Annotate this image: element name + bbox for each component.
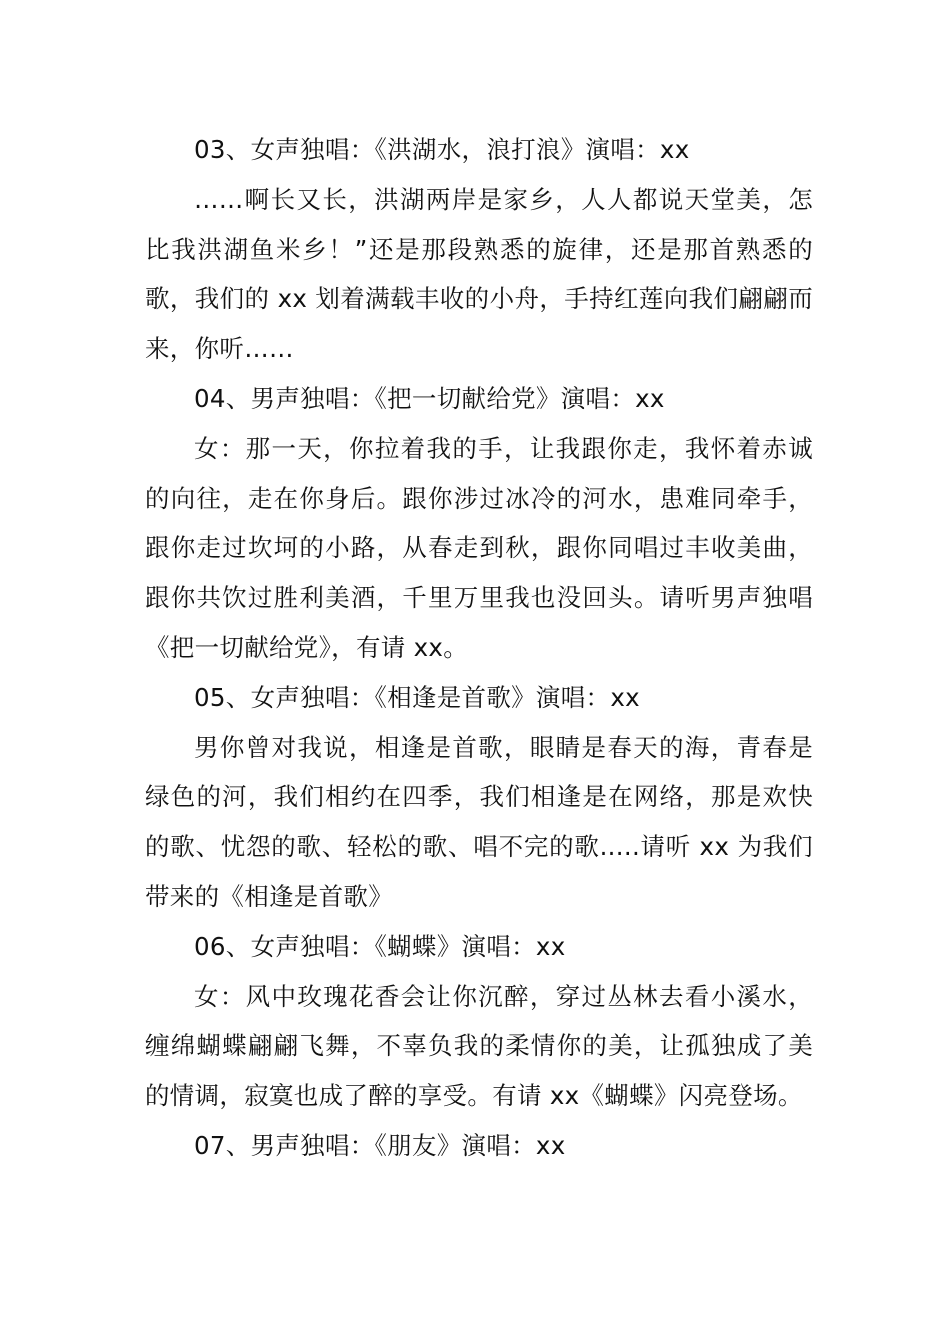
host-script-03: ……啊长又长，洪湖两岸是家乡，人人都说天堂美，怎比我洪湖鱼米乡！”还是那段熟悉的旋律，还是那首熟悉的歌，我们的 xx 划着满载丰收的小舟，手持红莲向我们翩翩而来，你听…… <box>145 184 813 364</box>
host-script-04: 女：那一天，你拉着我的手，让我跟你走，我怀着赤诚的向往，走在你身后。跟你涉过冰冷的河水，患难同牵手，跟你走过坎坷的小路，从春走到秋，跟你同唱过丰收美曲，跟你共饮过胜利美酒，千里万里我也没回头。请听男声独唱《把一切献给党》，有请 xx。 <box>145 433 813 662</box>
host-script-05: 男你曾对我说，相逢是首歌，眼睛是春天的海，青春是绿色的河，我们相约在四季，我们相逢是在网络，那是欢快的歌、忧怨的歌、轻松的歌、唱不完的歌.....请听 xx 为我们带来的《相逢是首歌》 <box>145 732 813 911</box>
program-heading-04: 04、男声独唱：《把一切献给党》演唱：xx <box>194 383 665 413</box>
program-heading-07: 07、男声独唱：《朋友》演唱：xx <box>194 1130 566 1160</box>
program-heading-06: 06、女声独唱：《蝴蝶》演唱：xx <box>194 931 566 961</box>
program-heading-05: 05、女声独唱：《相逢是首歌》演唱：xx <box>194 682 640 712</box>
document-body <box>145 125 813 1171</box>
host-script-06: 女：风中玫瑰花香会让你沉醉，穿过丛林去看小溪水，缠绵蝴蝶翩翩飞舞，不辜负我的柔情你的美，让孤独成了美的情调，寂寞也成了醉的享受。有请 xx《蝴蝶》闪亮登场。 <box>145 981 813 1111</box>
program-heading-03: 03、女声独唱：《洪湖水，浪打浪》演唱：xx <box>194 135 690 164</box>
